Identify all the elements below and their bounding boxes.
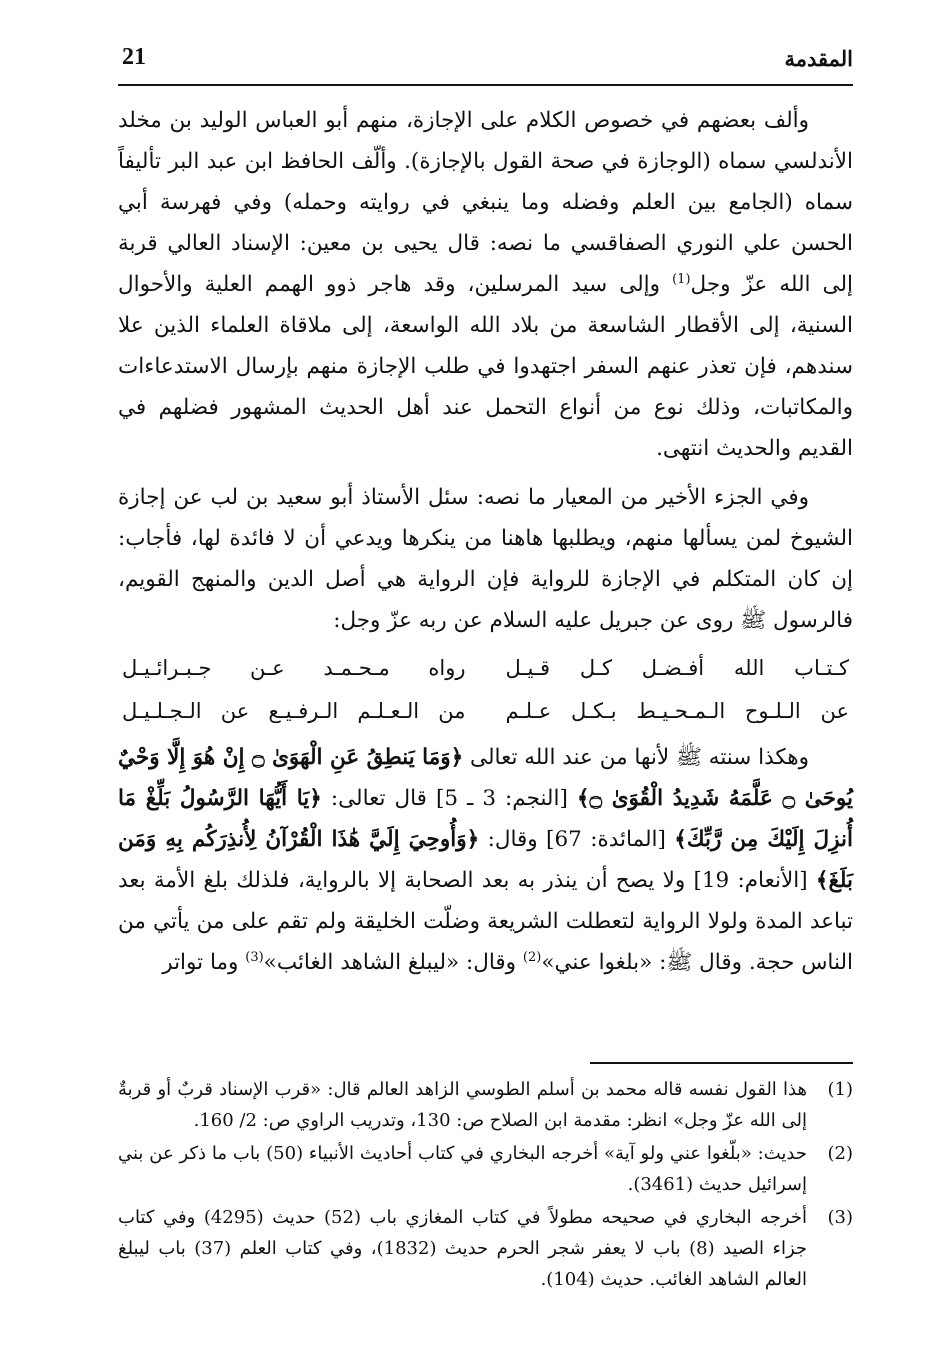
- quran-verse-1: ﴿وَمَا يَنطِقُ عَنِ الْهَوَىٰ ۝ إِنْ هُوَ إِلَّا وَحْيٌ يُوحَىٰ ۝ عَلَّمَهُ شَدِيدُ الْقُوَىٰ ۝﴾: [118, 745, 854, 811]
- footnote-divider: [590, 1062, 853, 1064]
- poem-line-2-first-hemistich: عن الـلـوح الـمـحـيـط بـكـل عـلـم: [505, 699, 849, 723]
- quran-verse-2: ﴿يَا أَيُّهَا الرَّسُولُ بَلِّغْ مَا أُنزِلَ إِلَيْكَ مِن رَّبِّكَ﴾: [118, 786, 853, 852]
- footnotes: [118, 1074, 853, 1297]
- footnote-3: [118, 1202, 853, 1295]
- footnote-ref-1: (1): [672, 271, 691, 287]
- paragraph-3-text-d: [الأنعام: 19] ولا يصح أن ينذر به بعد الصحابة إلا بالرواية، فلذلك بلغ الأمة بعد تباعد المدة ولولا الرواية لتعطلت الشريعة وضلّت الخليقة ولم تقم على من يأتي من الناس حجة. وقال ﷺ: «بلغوا عني»: [118, 868, 853, 975]
- running-head: المقدمة: [784, 46, 853, 71]
- footnote-text: حديث: «بلّغوا عني ولو آية» أخرجه البخاري في كتاب أحاديث الأنبياء (50) باب ما ذكر عن بني إسرائيل حديث (3461).: [118, 1143, 807, 1195]
- quran-verse-3: ﴿وَأُوحِيَ إِلَيَّ هَٰذَا الْقُرْآنُ لِأُنذِرَكُم بِهِ وَمَن بَلَغَ﴾: [118, 827, 853, 893]
- paragraph-1: [118, 100, 853, 469]
- poem-line-1-second-hemistich: رواه مـحـمـد عـن جـبـرائـيـل: [122, 656, 466, 680]
- paragraph-2-text: وفي الجزء الأخير من المعيار ما نصه: سئل الأستاذ أبو سعيد بن لب عن إجازة الشيوخ لمن يسألها منهم، ويطلبها هاهنا من ينكرها ويدعي أن لا فائدة لها، فأجاب: إن كان المتكلم في الإجازة للرواية فإن الرواية هي أصل الدين والمنهج القويم، فالرسول ﷺ روى عن جبريل عليه السلام عن ربه عزّ وجل:: [118, 485, 853, 633]
- paragraph-1-text: وألف بعضهم في خصوص الكلام على الإجازة، منهم أبو العباس الوليد بن مخلد الأندلسي سماه (الوجازة في صحة القول بالإجازة). وألّف الحافظ ابن عبد البر تأليفاً سماه (الجامع بين العلم وفضله وما ينبغي في روايته وحمله) وفي فهرسة أبي الحسن علي النوري الصفاقسي ما نصه: قال يحيى بن معين: الإسناد العالي قربة إلى الله عزّ وجل: [118, 108, 853, 297]
- footnote-number: (2): [827, 1143, 853, 1164]
- paragraph-3-text-e: وقال: «ليبلغ الشاهد الغائب»: [263, 950, 523, 975]
- paragraph-2: [118, 477, 853, 641]
- footnote-number: (1): [827, 1079, 853, 1100]
- page-number: 21: [122, 44, 146, 70]
- footnote-2: [118, 1138, 853, 1200]
- poem-line-2-second-hemistich: من الـعـلـم الـرفـيـع عن الـجـلـيـل: [122, 699, 466, 723]
- paragraph-3-text-c: [المائدة: 67] وقال:: [479, 827, 675, 852]
- footnote-1: [118, 1074, 853, 1136]
- paragraph-3-text-a: وهكذا سنته ﷺ لأنها من عند الله تعالى: [463, 745, 809, 770]
- footnote-number: (3): [827, 1207, 853, 1228]
- footnote-text: أخرجه البخاري في صحيحه مطولاً في كتاب المغازي باب (52) حديث (4295) وفي كتاب جزاء الصيد (8) باب لا يعفر شجر الحرم حديث (1832)، وفي كتاب العلم (37) باب ليبلغ العالم الشاهد الغائب. حديث (104).: [118, 1207, 808, 1290]
- page-header: [118, 44, 853, 86]
- poem-line-1-first-hemistich: كـتـاب الله أفـضـل كـل قـيـل: [505, 656, 849, 680]
- paragraph-3-text-b: [النجم: 3 ـ 5] قال تعالى:: [321, 786, 577, 811]
- footnote-text: هذا القول نفسه قاله محمد بن أسلم الطوسي الزاهد العالم قال: «قرب الإسناد قربٌ أو قربةٌ إلى الله عزّ وجل» انظر: مقدمة ابن الصلاح ص: 130، وتدريب الراوي ص: 2/ 160.: [118, 1079, 807, 1131]
- paragraph-3-text-f: وما تواتر: [162, 950, 246, 975]
- paragraph-1-continuation: وإلى سيد المرسلين، وقد هاجر ذوو الهمم العلية والأحوال السنية، إلى الأقطار الشاسعة من بلاد الله الواسعة، إلى ملاقاة العلماء الذين علا سندهم، فإن تعذر عنهم السفر اجتهدوا في طلب الإجازة منهم بإرسال الاستدعاءات والمكاتبات، وذلك نوع من أنواع التحمل عند أهل الحديث المشهور فضلهم في القديم والحديث انتهى.: [118, 272, 853, 461]
- main-text: [118, 100, 853, 983]
- footnote-ref-3: (3): [245, 949, 264, 965]
- footnote-ref-2: (2): [522, 949, 542, 965]
- poem: [122, 647, 849, 733]
- paragraph-3: [118, 737, 853, 983]
